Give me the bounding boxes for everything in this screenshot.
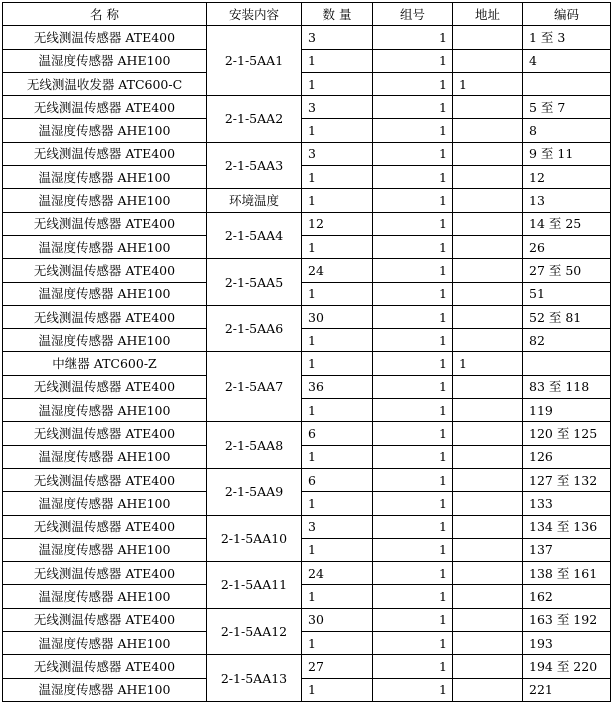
cell-quantity: 1 — [302, 445, 373, 468]
cell-quantity: 12 — [302, 212, 373, 235]
cell-quantity: 6 — [302, 422, 373, 445]
cell-name: 温湿度传感器 AHE100 — [3, 49, 207, 72]
cell-address — [453, 49, 523, 72]
cell-quantity: 1 — [302, 166, 373, 189]
cell-location: 2-1-5AA13 — [207, 655, 302, 702]
cell-quantity: 3 — [302, 142, 373, 165]
cell-quantity: 1 — [302, 119, 373, 142]
cell-code: 126 — [523, 445, 611, 468]
cell-group: 1 — [373, 142, 453, 165]
cell-name: 无线测温传感器 ATE400 — [3, 259, 207, 282]
cell-name: 温湿度传感器 AHE100 — [3, 282, 207, 305]
cell-group: 1 — [373, 166, 453, 189]
cell-location: 2-1-5AA7 — [207, 352, 302, 422]
cell-code: 8 — [523, 119, 611, 142]
cell-code: 194 至 220 — [523, 655, 611, 678]
table-row — [3, 142, 611, 165]
cell-name: 无线测温传感器 ATE400 — [3, 422, 207, 445]
table-row — [3, 585, 611, 608]
cell-name: 无线测温传感器 ATE400 — [3, 305, 207, 328]
table-row — [3, 189, 611, 212]
cell-code: 9 至 11 — [523, 142, 611, 165]
cell-name: 无线测温传感器 ATE400 — [3, 608, 207, 631]
cell-name: 无线测温传感器 ATE400 — [3, 26, 207, 49]
cell-quantity: 24 — [302, 259, 373, 282]
table-row — [3, 166, 611, 189]
cell-address — [453, 399, 523, 422]
table-row — [3, 422, 611, 445]
cell-quantity: 6 — [302, 468, 373, 491]
table-row — [3, 515, 611, 538]
table-row — [3, 678, 611, 701]
cell-quantity: 3 — [302, 96, 373, 119]
cell-location: 2-1-5AA10 — [207, 515, 302, 562]
cell-code: 27 至 50 — [523, 259, 611, 282]
cell-group: 1 — [373, 375, 453, 398]
cell-quantity: 1 — [302, 282, 373, 305]
cell-code: 221 — [523, 678, 611, 701]
cell-address — [453, 282, 523, 305]
cell-code: 13 — [523, 189, 611, 212]
cell-address — [453, 212, 523, 235]
cell-code: 51 — [523, 282, 611, 305]
table-body — [3, 26, 611, 702]
cell-address — [453, 422, 523, 445]
cell-code: 5 至 7 — [523, 96, 611, 119]
cell-group: 1 — [373, 96, 453, 119]
cell-quantity: 3 — [302, 515, 373, 538]
table-row — [3, 72, 611, 95]
cell-name: 温湿度传感器 AHE100 — [3, 235, 207, 258]
cell-quantity: 30 — [302, 608, 373, 631]
cell-group: 1 — [373, 445, 453, 468]
cell-quantity: 24 — [302, 562, 373, 585]
cell-quantity: 1 — [302, 492, 373, 515]
cell-quantity: 1 — [302, 678, 373, 701]
cell-address — [453, 305, 523, 328]
table-row — [3, 352, 611, 375]
cell-address: 1 — [453, 352, 523, 375]
table-row — [3, 26, 611, 49]
cell-quantity: 1 — [302, 399, 373, 422]
cell-group: 1 — [373, 399, 453, 422]
cell-address — [453, 562, 523, 585]
cell-quantity: 1 — [302, 538, 373, 561]
cell-group: 1 — [373, 632, 453, 655]
cell-code: 4 — [523, 49, 611, 72]
table-row — [3, 119, 611, 142]
cell-location: 2-1-5AA12 — [207, 608, 302, 655]
cell-code: 162 — [523, 585, 611, 608]
cell-name: 无线测温收发器 ATC600-C — [3, 72, 207, 95]
cell-group: 1 — [373, 655, 453, 678]
table-row — [3, 608, 611, 631]
cell-location: 2-1-5AA8 — [207, 422, 302, 469]
cell-name: 无线测温传感器 ATE400 — [3, 515, 207, 538]
cell-group: 1 — [373, 26, 453, 49]
cell-location: 2-1-5AA1 — [207, 26, 302, 96]
cell-group: 1 — [373, 468, 453, 491]
header-code: 编码 — [523, 3, 611, 26]
table-header — [3, 3, 611, 26]
cell-location: 2-1-5AA5 — [207, 259, 302, 306]
cell-code — [523, 72, 611, 95]
table-row — [3, 259, 611, 282]
cell-group: 1 — [373, 608, 453, 631]
cell-group: 1 — [373, 259, 453, 282]
cell-name: 无线测温传感器 ATE400 — [3, 212, 207, 235]
table-row — [3, 96, 611, 119]
cell-quantity: 1 — [302, 189, 373, 212]
cell-name: 无线测温传感器 ATE400 — [3, 142, 207, 165]
cell-code: 119 — [523, 399, 611, 422]
cell-code: 83 至 118 — [523, 375, 611, 398]
cell-code: 134 至 136 — [523, 515, 611, 538]
cell-address — [453, 468, 523, 491]
table-row — [3, 235, 611, 258]
cell-quantity: 1 — [302, 49, 373, 72]
cell-address — [453, 235, 523, 258]
cell-address — [453, 608, 523, 631]
cell-code: 163 至 192 — [523, 608, 611, 631]
cell-name: 温湿度传感器 AHE100 — [3, 632, 207, 655]
cell-group: 1 — [373, 49, 453, 72]
header-name: 名 称 — [3, 3, 207, 26]
cell-code: 127 至 132 — [523, 468, 611, 491]
cell-group: 1 — [373, 515, 453, 538]
cell-quantity: 1 — [302, 632, 373, 655]
cell-name: 温湿度传感器 AHE100 — [3, 492, 207, 515]
cell-address — [453, 655, 523, 678]
cell-location: 2-1-5AA4 — [207, 212, 302, 259]
cell-group: 1 — [373, 678, 453, 701]
cell-code: 52 至 81 — [523, 305, 611, 328]
cell-code: 26 — [523, 235, 611, 258]
cell-location: 2-1-5AA9 — [207, 468, 302, 515]
cell-address — [453, 375, 523, 398]
cell-address — [453, 119, 523, 142]
table-row — [3, 212, 611, 235]
cell-code: 133 — [523, 492, 611, 515]
cell-code: 14 至 25 — [523, 212, 611, 235]
table-row — [3, 282, 611, 305]
cell-address — [453, 678, 523, 701]
table-row — [3, 468, 611, 491]
cell-code: 193 — [523, 632, 611, 655]
cell-location: 2-1-5AA2 — [207, 96, 302, 143]
cell-quantity: 1 — [302, 329, 373, 352]
cell-group: 1 — [373, 189, 453, 212]
cell-group: 1 — [373, 422, 453, 445]
table-row — [3, 49, 611, 72]
cell-quantity: 1 — [302, 235, 373, 258]
header-group: 组号 — [373, 3, 453, 26]
cell-group: 1 — [373, 562, 453, 585]
cell-name: 无线测温传感器 ATE400 — [3, 468, 207, 491]
cell-quantity: 3 — [302, 26, 373, 49]
table-row — [3, 562, 611, 585]
cell-group: 1 — [373, 212, 453, 235]
cell-name: 无线测温传感器 ATE400 — [3, 562, 207, 585]
cell-name: 温湿度传感器 AHE100 — [3, 399, 207, 422]
cell-group: 1 — [373, 72, 453, 95]
cell-name: 温湿度传感器 AHE100 — [3, 329, 207, 352]
cell-group: 1 — [373, 352, 453, 375]
sensor-table — [2, 2, 611, 702]
cell-name: 温湿度传感器 AHE100 — [3, 678, 207, 701]
table-row — [3, 445, 611, 468]
cell-address — [453, 492, 523, 515]
cell-address — [453, 329, 523, 352]
cell-address — [453, 26, 523, 49]
cell-name: 无线测温传感器 ATE400 — [3, 375, 207, 398]
cell-code: 82 — [523, 329, 611, 352]
table-row — [3, 538, 611, 561]
table-row — [3, 375, 611, 398]
cell-code: 12 — [523, 166, 611, 189]
table-row — [3, 329, 611, 352]
cell-quantity: 1 — [302, 585, 373, 608]
cell-location: 2-1-5AA6 — [207, 305, 302, 352]
cell-name: 无线测温传感器 ATE400 — [3, 96, 207, 119]
header-location: 安装内容 — [207, 3, 302, 26]
table-row — [3, 655, 611, 678]
table-row — [3, 305, 611, 328]
cell-group: 1 — [373, 235, 453, 258]
cell-address — [453, 585, 523, 608]
cell-code: 138 至 161 — [523, 562, 611, 585]
cell-address — [453, 189, 523, 212]
cell-code: 137 — [523, 538, 611, 561]
cell-code: 1 至 3 — [523, 26, 611, 49]
cell-address — [453, 96, 523, 119]
cell-location: 2-1-5AA3 — [207, 142, 302, 189]
cell-location: 2-1-5AA11 — [207, 562, 302, 609]
cell-name: 温湿度传感器 AHE100 — [3, 166, 207, 189]
table-row — [3, 492, 611, 515]
cell-quantity: 1 — [302, 72, 373, 95]
cell-address — [453, 259, 523, 282]
cell-name: 温湿度传感器 AHE100 — [3, 538, 207, 561]
cell-group: 1 — [373, 282, 453, 305]
cell-address — [453, 445, 523, 468]
cell-name: 温湿度传感器 AHE100 — [3, 119, 207, 142]
cell-address — [453, 538, 523, 561]
table-row — [3, 399, 611, 422]
cell-location: 环境温度 — [207, 189, 302, 212]
cell-name: 温湿度传感器 AHE100 — [3, 189, 207, 212]
cell-group: 1 — [373, 538, 453, 561]
cell-group: 1 — [373, 585, 453, 608]
cell-address — [453, 632, 523, 655]
header-quantity: 数 量 — [302, 3, 373, 26]
cell-name: 温湿度传感器 AHE100 — [3, 445, 207, 468]
cell-code — [523, 352, 611, 375]
cell-name: 中继器 ATC600-Z — [3, 352, 207, 375]
header-row — [3, 3, 611, 26]
cell-quantity: 27 — [302, 655, 373, 678]
cell-address — [453, 166, 523, 189]
table-row — [3, 632, 611, 655]
cell-group: 1 — [373, 305, 453, 328]
cell-code: 120 至 125 — [523, 422, 611, 445]
cell-group: 1 — [373, 492, 453, 515]
cell-group: 1 — [373, 119, 453, 142]
cell-address — [453, 142, 523, 165]
cell-name: 无线测温传感器 ATE400 — [3, 655, 207, 678]
cell-name: 温湿度传感器 AHE100 — [3, 585, 207, 608]
header-address: 地址 — [453, 3, 523, 26]
cell-quantity: 30 — [302, 305, 373, 328]
cell-address — [453, 515, 523, 538]
cell-quantity: 1 — [302, 352, 373, 375]
cell-quantity: 36 — [302, 375, 373, 398]
cell-address: 1 — [453, 72, 523, 95]
cell-group: 1 — [373, 329, 453, 352]
